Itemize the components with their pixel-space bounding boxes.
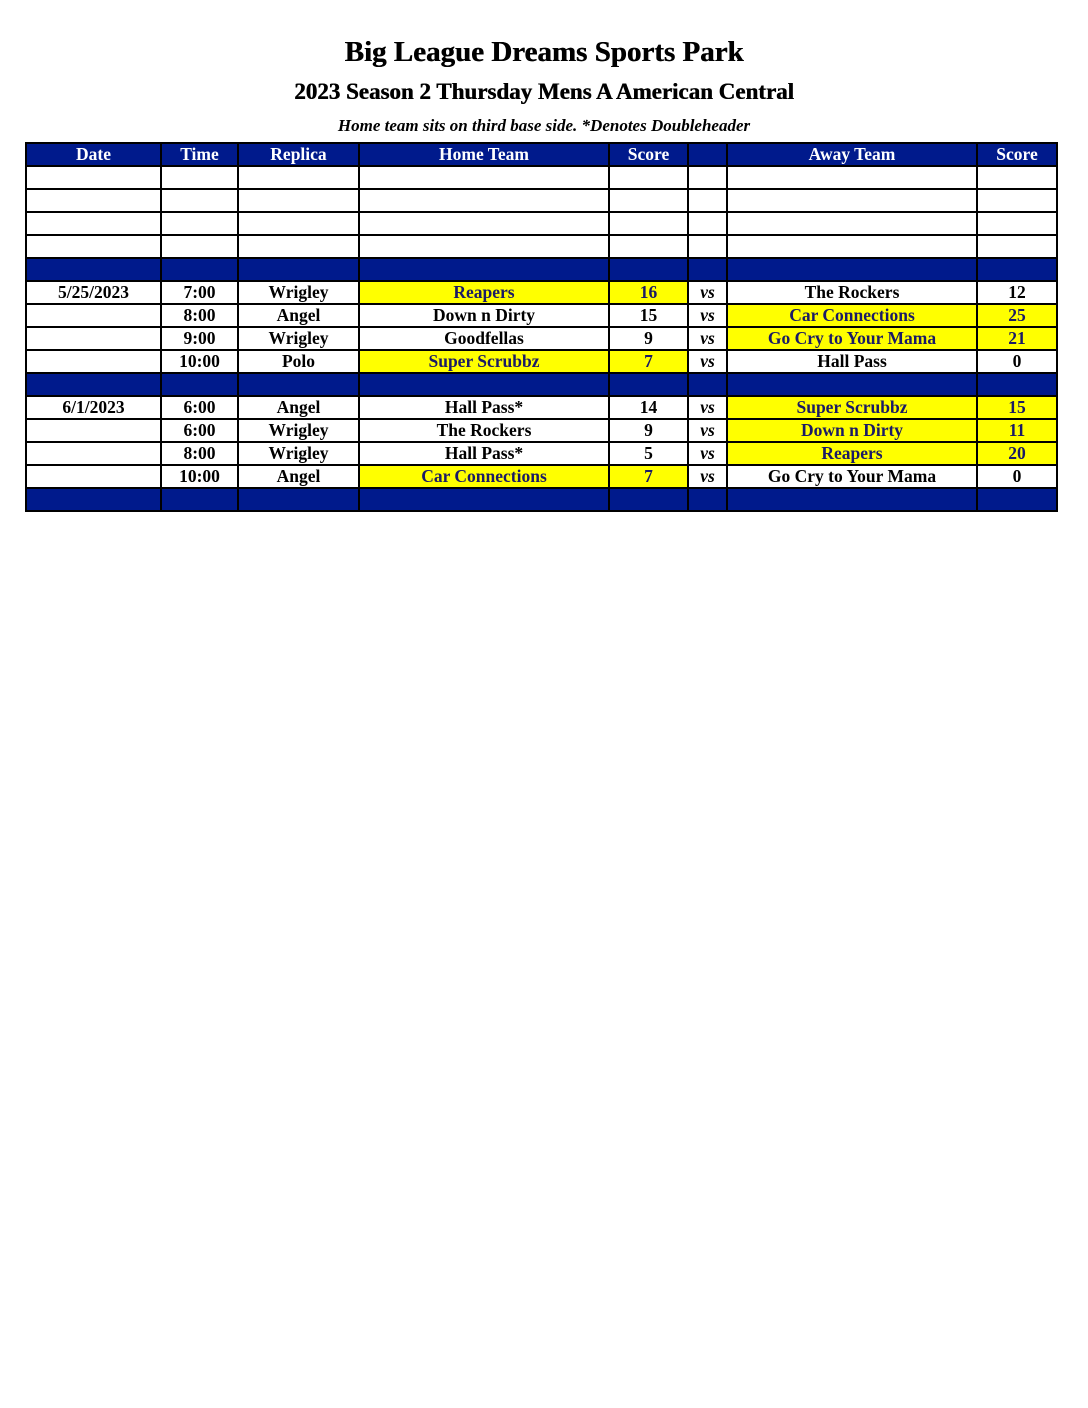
empty-cell xyxy=(977,166,1057,189)
game-row xyxy=(26,465,1057,488)
date-cell xyxy=(26,304,161,327)
replica-cell: Wrigley xyxy=(238,327,359,350)
separator-cell xyxy=(688,258,727,281)
empty-cell xyxy=(977,235,1057,258)
empty-row xyxy=(26,166,1057,189)
home-team-cell: The Rockers xyxy=(359,419,609,442)
time-cell: 10:00 xyxy=(161,465,238,488)
empty-cell xyxy=(609,235,688,258)
replica-cell: Polo xyxy=(238,350,359,373)
separator-cell xyxy=(977,488,1057,511)
home-team-cell: Hall Pass* xyxy=(359,396,609,419)
away-score-cell: 21 xyxy=(977,327,1057,350)
separator-cell xyxy=(359,488,609,511)
schedule-note: Home team sits on third base side. *Denotes Doubleheader xyxy=(337,116,751,135)
separator-cell xyxy=(977,258,1057,281)
date-cell: 5/25/2023 xyxy=(26,281,161,304)
separator-cell xyxy=(238,258,359,281)
game-row xyxy=(26,304,1057,327)
home-team-cell: Down n Dirty xyxy=(359,304,609,327)
separator-cell xyxy=(238,373,359,396)
separator-cell xyxy=(26,373,161,396)
away-team-cell: Reapers xyxy=(727,442,977,465)
date-cell xyxy=(26,419,161,442)
separator-cell xyxy=(161,488,238,511)
time-cell: 10:00 xyxy=(161,350,238,373)
empty-cell xyxy=(688,189,727,212)
page-title: Big League Dreams Sports Park xyxy=(344,36,744,68)
away-score-cell: 25 xyxy=(977,304,1057,327)
schedule-body xyxy=(26,166,1057,511)
separator-cell xyxy=(161,258,238,281)
column-header: Replica xyxy=(238,143,359,166)
empty-cell xyxy=(688,166,727,189)
empty-cell xyxy=(26,235,161,258)
separator-cell xyxy=(26,488,161,511)
home-team-cell: Super Scrubbz xyxy=(359,350,609,373)
time-cell: 7:00 xyxy=(161,281,238,304)
column-header: Score xyxy=(609,143,688,166)
separator-row xyxy=(26,488,1057,511)
vs-cell: vs xyxy=(688,442,727,465)
vs-cell: vs xyxy=(688,327,727,350)
column-header: Score xyxy=(977,143,1057,166)
empty-cell xyxy=(688,235,727,258)
home-score-cell: 15 xyxy=(609,304,688,327)
home-team-cell: Car Connections xyxy=(359,465,609,488)
column-header xyxy=(688,143,727,166)
separator-cell xyxy=(727,488,977,511)
column-header: Home Team xyxy=(359,143,609,166)
away-team-cell: Car Connections xyxy=(727,304,977,327)
home-score-cell: 14 xyxy=(609,396,688,419)
away-team-cell: Hall Pass xyxy=(727,350,977,373)
home-team-cell: Reapers xyxy=(359,281,609,304)
separator-cell xyxy=(688,373,727,396)
separator-cell xyxy=(26,258,161,281)
away-team-cell: Super Scrubbz xyxy=(727,396,977,419)
empty-cell xyxy=(26,166,161,189)
schedule-table xyxy=(25,142,1058,512)
separator-cell xyxy=(609,488,688,511)
replica-cell: Angel xyxy=(238,304,359,327)
empty-cell xyxy=(359,212,609,235)
separator-cell xyxy=(727,258,977,281)
away-score-cell: 11 xyxy=(977,419,1057,442)
separator-cell xyxy=(161,373,238,396)
home-score-cell: 9 xyxy=(609,419,688,442)
separator-cell xyxy=(609,373,688,396)
table-header-row xyxy=(26,143,1057,166)
empty-row xyxy=(26,235,1057,258)
separator-row xyxy=(26,258,1057,281)
game-row xyxy=(26,350,1057,373)
empty-cell xyxy=(238,235,359,258)
away-score-cell: 12 xyxy=(977,281,1057,304)
time-cell: 6:00 xyxy=(161,419,238,442)
empty-cell xyxy=(238,166,359,189)
away-team-cell: Go Cry to Your Mama xyxy=(727,327,977,350)
separator-cell xyxy=(977,373,1057,396)
empty-cell xyxy=(609,212,688,235)
empty-cell xyxy=(609,166,688,189)
date-cell xyxy=(26,327,161,350)
empty-cell xyxy=(26,212,161,235)
time-cell: 8:00 xyxy=(161,442,238,465)
empty-cell xyxy=(727,235,977,258)
empty-cell xyxy=(26,189,161,212)
vs-cell: vs xyxy=(688,350,727,373)
empty-cell xyxy=(161,189,238,212)
away-score-cell: 15 xyxy=(977,396,1057,419)
vs-cell: vs xyxy=(688,281,727,304)
empty-cell xyxy=(727,212,977,235)
game-row xyxy=(26,396,1057,419)
away-team-cell: Go Cry to Your Mama xyxy=(727,465,977,488)
away-score-cell: 0 xyxy=(977,350,1057,373)
empty-cell xyxy=(977,212,1057,235)
empty-cell xyxy=(161,235,238,258)
game-row xyxy=(26,327,1057,350)
game-row xyxy=(26,442,1057,465)
empty-cell xyxy=(238,212,359,235)
vs-cell: vs xyxy=(688,396,727,419)
home-team-cell: Hall Pass* xyxy=(359,442,609,465)
home-score-cell: 7 xyxy=(609,350,688,373)
replica-cell: Wrigley xyxy=(238,419,359,442)
column-header: Away Team xyxy=(727,143,977,166)
empty-cell xyxy=(359,189,609,212)
replica-cell: Angel xyxy=(238,465,359,488)
replica-cell: Wrigley xyxy=(238,281,359,304)
replica-cell: Angel xyxy=(238,396,359,419)
home-score-cell: 7 xyxy=(609,465,688,488)
game-row xyxy=(26,281,1057,304)
empty-cell xyxy=(161,166,238,189)
home-team-cell: Goodfellas xyxy=(359,327,609,350)
away-team-cell: Down n Dirty xyxy=(727,419,977,442)
separator-cell xyxy=(238,488,359,511)
empty-cell xyxy=(977,189,1057,212)
empty-row xyxy=(26,189,1057,212)
away-team-cell: The Rockers xyxy=(727,281,977,304)
empty-cell xyxy=(359,166,609,189)
separator-row xyxy=(26,373,1057,396)
separator-cell xyxy=(688,488,727,511)
time-cell: 8:00 xyxy=(161,304,238,327)
date-cell xyxy=(26,442,161,465)
date-cell: 6/1/2023 xyxy=(26,396,161,419)
page-subtitle: 2023 Season 2 Thursday Mens A American Central xyxy=(294,79,794,104)
time-cell: 6:00 xyxy=(161,396,238,419)
date-cell xyxy=(26,465,161,488)
empty-cell xyxy=(609,189,688,212)
home-score-cell: 5 xyxy=(609,442,688,465)
column-header: Time xyxy=(161,143,238,166)
separator-cell xyxy=(359,258,609,281)
vs-cell: vs xyxy=(688,419,727,442)
column-header: Date xyxy=(26,143,161,166)
time-cell: 9:00 xyxy=(161,327,238,350)
separator-cell xyxy=(359,373,609,396)
empty-cell xyxy=(161,212,238,235)
replica-cell: Wrigley xyxy=(238,442,359,465)
empty-cell xyxy=(238,189,359,212)
empty-cell xyxy=(727,166,977,189)
date-cell xyxy=(26,350,161,373)
separator-cell xyxy=(609,258,688,281)
away-score-cell: 0 xyxy=(977,465,1057,488)
empty-row xyxy=(26,212,1057,235)
empty-cell xyxy=(727,189,977,212)
empty-cell xyxy=(359,235,609,258)
empty-cell xyxy=(688,212,727,235)
vs-cell: vs xyxy=(688,465,727,488)
game-row xyxy=(26,419,1057,442)
away-score-cell: 20 xyxy=(977,442,1057,465)
separator-cell xyxy=(727,373,977,396)
home-score-cell: 9 xyxy=(609,327,688,350)
vs-cell: vs xyxy=(688,304,727,327)
home-score-cell: 16 xyxy=(609,281,688,304)
